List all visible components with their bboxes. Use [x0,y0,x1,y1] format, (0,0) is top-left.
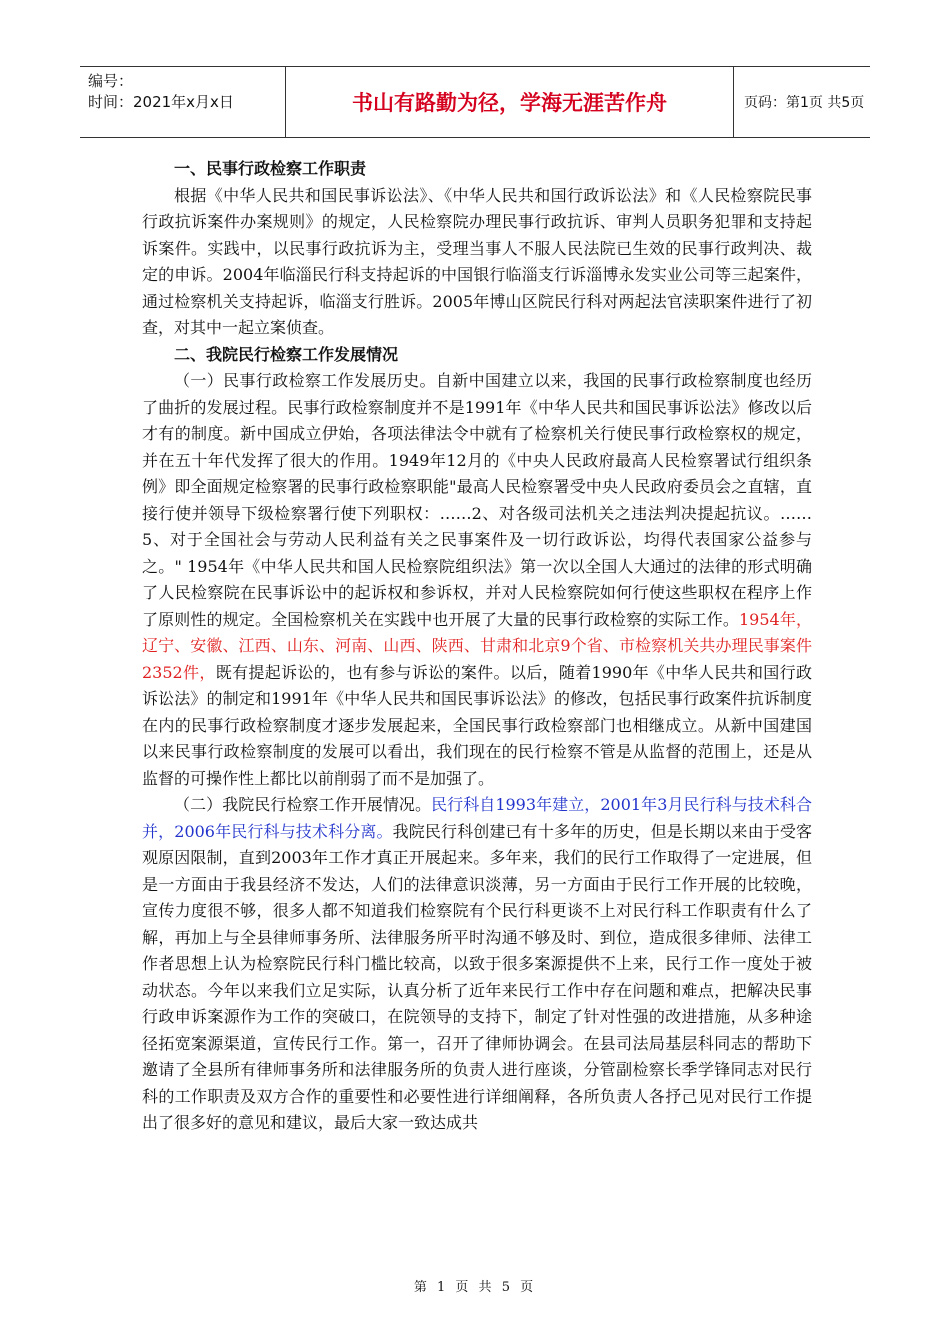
paragraph-text: （一）民事行政检察工作发展历史。自新中国建立以来，我国的民事行政检察制度也经历了曲折的发展过程。民事行政检察制度并不是1991年《中华人民共和国民事诉讼法》修改以后才有的制度。新中国成立伊始，各项法律法令中就有了检察机关行使民事行政检察权的规定，并在五十年代发挥了很大的作用。1949年12月的《中央人民政府最高人民检察署试行组织条例》即全面规定检察署的民事行政检察职能"最高人民检察署受中央人民政府委员会之直辖，直接行使并领导下级检察署行使下列职权：……2、对各级司法机关之违法判决提起抗议。……5、对于全国社会与劳动人民利益有关之民事案件及一切行政诉讼，均得代表国家公益参与之。" 1954年《中华人民共和国人民检察院组织法》第一次以全国人大通过的法律的形式明确了人民检察院在民事诉讼中的起诉权和参诉权，并对人民检察院如何行使这些职权在程序上作了原则性的规定。全国检察机关在实践中也开展了大量的民事行政检察的实际工作。 [142,371,812,629]
paragraph [142,792,812,1137]
section-heading: 一、民事行政检察工作职责 [174,159,367,178]
paragraph-text: （二）我院民行检察工作开展情况。 [174,795,432,814]
page-footer: 第 1 页 共 5 页 [413,1280,537,1295]
paragraph [142,368,812,792]
date-label: 时间：2021年x月x日 [88,93,234,111]
header-meta [80,67,286,137]
highlighted-text-blue: 民行科自1993年建立，2001年3月民行科与技术科合并，2006年民行科与技术科分离。 [142,795,812,841]
paragraph: 根据《中华人民共和国民事诉讼法》、《中华人民共和国行政诉讼法》和《人民检察院民事行政抗诉案件办案规则》的规定，人民检察院办理民事行政抗诉、审判人员职务犯罪和支持起诉案件。实践中，以民事行政抗诉为主，受理当事人不服人民法院已生效的民事行政判决、裁定的申诉。2004年临淄民行科支持起诉的中国银行临淄支行诉淄博永发实业公司等三起案件，通过检察机关支持起诉，临淄支行胜诉。2005年博山区院民行科对两起法官渎职案件进行了初查，对其中一起立案侦查。 [142,185,812,337]
document-body [142,156,812,1137]
page-header [80,66,870,138]
highlighted-text-red: 1954年，辽宁、安徽、江西、山东、河南、山西、陕西、甘肃和北京9个省、市检察机关共办理民事案件2352件， [142,609,812,682]
header-page-info: 页码：第1页 共5页 [744,95,865,111]
paragraph-text: 既有提起诉讼的，也有参与诉讼的案件。以后，随着1990年《中华人民共和国行政诉讼法》的制定和1991年《中华人民共和国民事诉讼法》的修改，包括民事行政案件抗诉制度在内的民事行政检察制度才逐步发展起来，全国民事行政检察部门也相继成立。从新中国建国以来民事行政检察制度的发展可以看出，我们现在的民行检察不管是从监督的范围上，还是从监督的可操作性上都比以前削弱了而不是加强了。 [142,662,812,788]
header-motto: 书山有路勤为径，学海无涯苦作舟 [286,67,734,137]
paragraph-text: 我院民行科创建已有十多年的历史，但是长期以来由于受客观原因限制，直到2003年工作才真正开展起来。多年来，我们的民行工作取得了一定进展，但是一方面由于我县经济不发达，人们的法律意识淡薄，另一方面由于民行工作开展的比较晚，宣传力度很不够，很多人都不知道我们检察院有个民行科更谈不上对民行科工作职责有什么了解，再加上与全县律师事务所、法律服务所平时沟通不够及时、到位，造成很多律师、法律工作者思想上认为检察院民行科门槛比较高，以致于很多案源提供不上来，民行工作一度处于被动状态。今年以来我们立足实际，认真分析了近年来民行工作中存在问题和难点，把解决民事行政申诉案源作为工作的突破口，在院领导的支持下，制定了针对性强的改进措施，从多种途径拓宽案源渠道，宣传民行工作。第一，召开了律师协调会。在县司法局基层科同志的帮助下邀请了全县所有律师事务所和法律服务所的负责人进行座谈，分管副检察长季学锋同志对民行科的工作职责及双方合作的重要性和必要性进行详细阐释，各所负责人各抒己见对民行工作提出了很多好的意见和建议，最后大家一致达成共 [142,821,812,1132]
number-label: 编号： [88,72,134,90]
section-heading: 二、我院民行检察工作发展情况 [174,344,399,364]
